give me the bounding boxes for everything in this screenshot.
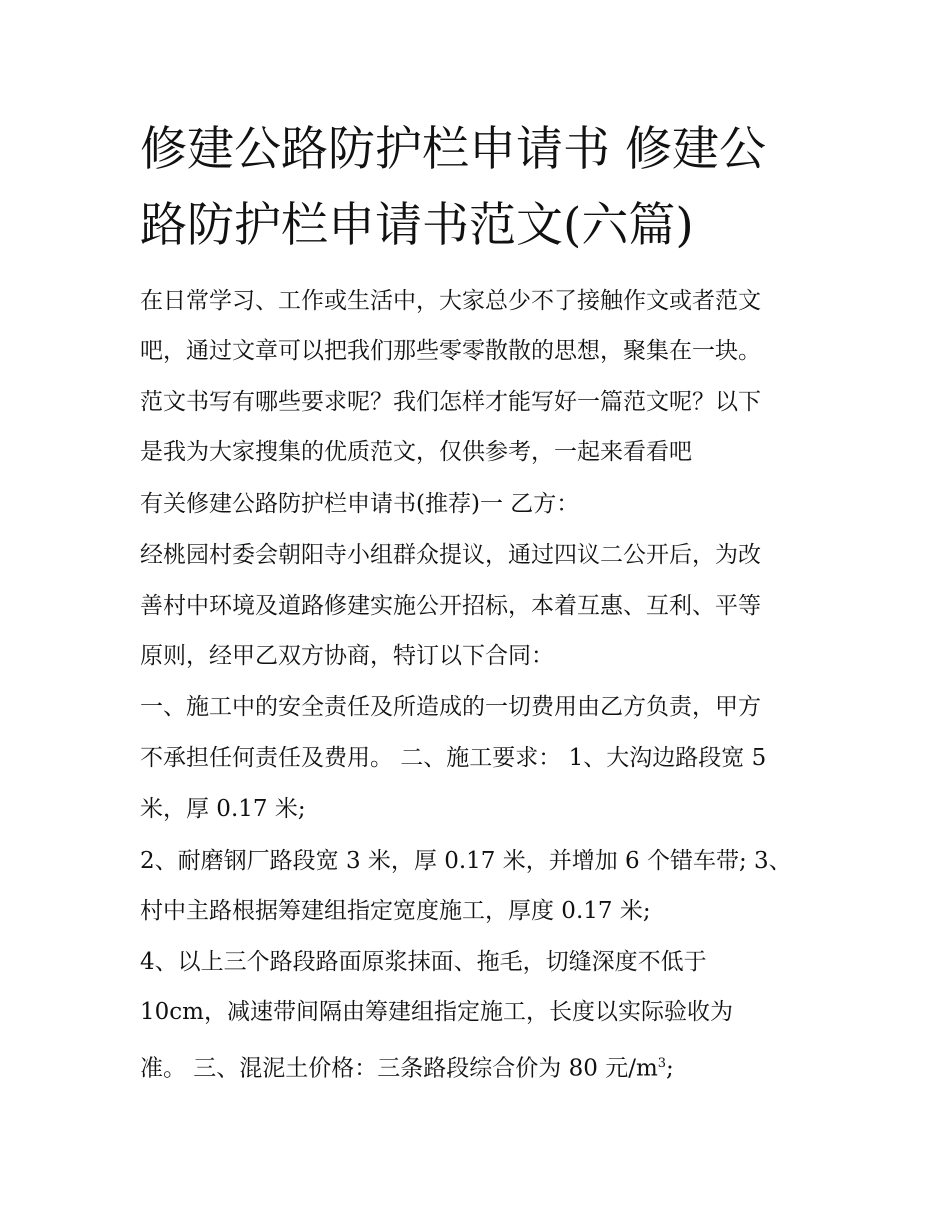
body-line-11: 米，厚 0.17 米; — [140, 796, 306, 822]
body-line-3: 范文书写有哪些要求呢？我们怎样才能写好一篇范文呢？以下 — [140, 389, 761, 415]
body-line-9: 一、施工中的安全责任及所造成的一切费用由乙方负责，甲方 — [140, 694, 761, 720]
body-line-16-text: 准。 三、混泥土价格：三条路段综合价为 80 元/m — [140, 1055, 658, 1082]
body-line-15: 10cm，减速带间隔由筹建组指定施工，长度以实际验收为 — [140, 999, 733, 1025]
body-line-13: 村中主路根据筹建组指定宽度施工，厚度 0.17 米; — [140, 898, 651, 924]
body-line-6: 经桃园村委会朝阳寺小组群众提议，通过四议二公开后，为改 — [140, 542, 761, 568]
body-line-7: 善村中环境及道路修建实施公开招标，本着互惠、互利、平等 — [140, 593, 761, 619]
body-line-5: 有关修建公路防护栏申请书(推荐)一 乙方： — [140, 491, 580, 517]
title-line-1: 修建公路防护栏申请书 修建公 — [140, 122, 766, 177]
body-line-1: 在日常学习、工作或生活中，大家总少不了接触作文或者范文 — [140, 288, 761, 314]
body-line-4: 是我为大家搜集的优质范文，仅供参考，一起来看看吧 — [140, 439, 692, 465]
document-title — [140, 112, 820, 264]
title-line-2: 路防护栏申请书范文(六篇) — [140, 198, 694, 253]
body-line-8: 原则，经甲乙双方协商，特订以下合同： — [140, 643, 554, 669]
body-line-14: 4、以上三个路段路面原浆抹面、拖毛，切缝深度不低于 — [140, 949, 707, 975]
body-line-2: 吧，通过文章可以把我们那些零零散散的思想，聚集在一块。 — [140, 338, 761, 364]
body-line-10: 不承担任何责任及费用。 二、施工要求： 1、大沟边路段宽 5 — [140, 745, 767, 771]
body-line-12: 2、耐磨钢厂路段宽 3 米，厚 0.17 米，并增加 6 个错车带; 3、 — [140, 848, 792, 874]
superscript-3: 3 — [657, 1056, 667, 1071]
body-line-16-end: ; — [666, 1055, 674, 1082]
body-line-16 — [140, 1049, 830, 1084]
